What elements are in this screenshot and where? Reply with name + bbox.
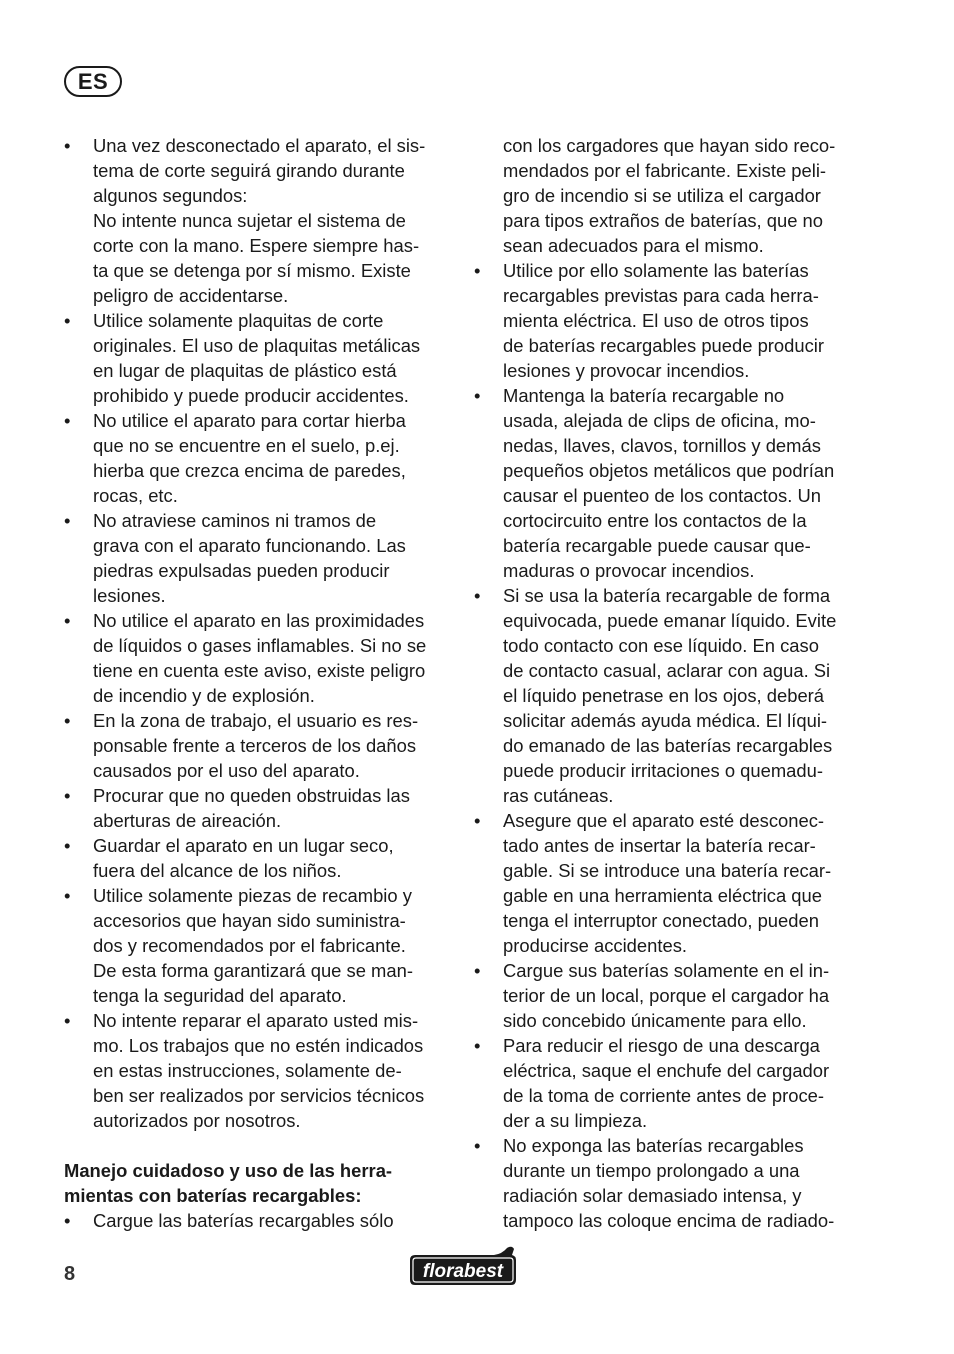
list-item-line: corte con la mano. Espere siempre has- [93, 235, 420, 256]
list-item-line: maduras o provocar incendios. [503, 560, 755, 581]
list-item-line: De esta forma garantizará que se man- [93, 960, 413, 981]
list-item-line: tiene en cuenta este aviso, existe peligro [93, 660, 426, 681]
list-item [64, 408, 449, 508]
list-item [64, 833, 449, 883]
list-item-line: para tipos extraños de baterías, que no [503, 210, 824, 231]
list-item-line: producirse accidentes. [503, 935, 688, 956]
bullet-icon: • [64, 885, 71, 906]
list-item-line: solicitar además ayuda médica. El líqui- [503, 710, 828, 731]
bullet-icon: • [64, 135, 71, 156]
list-item-line: batería recargable puede causar que- [503, 535, 811, 556]
list-item [474, 958, 860, 1033]
list-item [64, 783, 449, 833]
list-item-line: con los cargadores que hayan sido reco- [503, 135, 836, 156]
list-item-line: No utilice el aparato en las proximidades [93, 610, 425, 631]
left-bullet-list [64, 133, 449, 1133]
list-item-line: usada, alejada de clips de oficina, mo- [503, 410, 816, 431]
list-item-line: eléctrica, saque el enchufe del cargador [503, 1060, 830, 1081]
list-item-line: equivocada, puede emanar líquido. Evite [503, 610, 837, 631]
list-item [64, 708, 449, 783]
list-item [64, 883, 449, 1008]
bullet-icon: • [64, 610, 71, 631]
list-item [64, 133, 449, 308]
list-item-line: en lugar de plaquitas de plástico está [93, 360, 397, 381]
list-item-line: ponsable frente a terceros de los daños [93, 735, 417, 756]
list-item [474, 583, 860, 808]
list-item-line: No utilice el aparato para cortar hierba [93, 410, 406, 431]
list-item-line: peligro de accidentarse. [93, 285, 289, 306]
list-item-line: No exponga las baterías recargables [503, 1135, 804, 1156]
list-item [64, 1208, 449, 1233]
list-item-line: Utilice solamente piezas de recambio y [93, 885, 412, 906]
list-item-line: gable. Si se introduce una batería recar- [503, 860, 832, 881]
list-item-line: Cargue sus baterías solamente en el in- [503, 960, 830, 981]
list-item-line: accesorios que hayan sido suministra- [93, 910, 406, 931]
bullet-icon: • [474, 1035, 481, 1056]
list-item-line: do emanado de las baterías recargables [503, 735, 833, 756]
list-item-line: No atraviese caminos ni tramos de [93, 510, 377, 531]
bullet-icon: • [474, 810, 481, 831]
list-item-line: durante un tiempo prolongado a una [503, 1160, 800, 1181]
list-item-line: Utilice por ello solamente las baterías [503, 260, 809, 281]
page-number: 8 [64, 1263, 76, 1285]
list-item-line: Una vez desconectado el aparato, el sis- [93, 135, 426, 156]
list-item-line: Cargue las baterías recargables sólo [93, 1210, 394, 1231]
heading-line: mientas con baterías recargables: [64, 1185, 362, 1206]
list-item-line: der a su limpieza. [503, 1110, 648, 1131]
list-item [64, 508, 449, 608]
list-item [64, 608, 449, 708]
list-item-line: nedas, llaves, clavos, tornillos y demás [503, 435, 821, 456]
list-item-line: de líquidos o gases inflamables. Si no se [93, 635, 427, 656]
list-item-line: gro de incendio si se utiliza el cargador [503, 185, 821, 206]
language-badge: ES [64, 66, 122, 97]
list-item-line: terior de un local, porque el cargador ha [503, 985, 830, 1006]
list-item-line: prohibido y puede producir accidentes. [93, 385, 409, 406]
list-item-line: lesiones y provocar incendios. [503, 360, 750, 381]
list-item-line: ta que se detenga por sí mismo. Existe [93, 260, 411, 281]
list-item-line: En la zona de trabajo, el usuario es res- [93, 710, 419, 731]
list-item-line: ras cutáneas. [503, 785, 614, 806]
list-item-line: aberturas de aireación. [93, 810, 282, 831]
bullet-icon: • [474, 585, 481, 606]
list-item-line: No intente reparar el aparato usted mis- [93, 1010, 419, 1031]
list-item-line: Procurar que no queden obstruidas las [93, 785, 410, 806]
list-item-line: cortocircuito entre los contactos de la [503, 510, 807, 531]
florabest-logo-graphic [406, 1244, 520, 1290]
right-bullet-list [474, 258, 860, 1233]
list-item-line: de contacto casual, aclarar con agua. Si [503, 660, 831, 681]
list-item-line: causados por el uso del aparato. [93, 760, 360, 781]
logo-wordmark: florabest [422, 1261, 504, 1282]
list-item-line: mo. Los trabajos que no estén indicados [93, 1035, 424, 1056]
list-item [474, 258, 860, 383]
list-item-line: dos y recomendados por el fabricante. [93, 935, 406, 956]
list-item [474, 1133, 860, 1233]
bullet-icon: • [474, 260, 481, 281]
bullet-icon: • [474, 385, 481, 406]
list-item-line: tampoco las coloque encima de radiado- [503, 1210, 835, 1231]
bullet-icon: • [64, 1010, 71, 1031]
list-item-line: puede producir irritaciones o quemadu- [503, 760, 823, 781]
list-item-line: gable en una herramienta eléctrica que [503, 885, 822, 906]
list-item [64, 308, 449, 408]
list-item-line: fuera del alcance de los niños. [93, 860, 342, 881]
heading-line: Manejo cuidadoso y uso de las herra- [64, 1160, 393, 1181]
bullet-icon: • [64, 1210, 71, 1231]
list-item-line: que no se encuentre en el suelo, p.ej. [93, 435, 400, 456]
bullet-icon: • [474, 960, 481, 981]
list-item [474, 383, 860, 583]
list-item-line: tado antes de insertar la batería recar- [503, 835, 816, 856]
bullet-icon: • [474, 1135, 481, 1156]
list-item-line: lesiones. [93, 585, 166, 606]
list-item-line: Guardar el aparato en un lugar seco, [93, 835, 394, 856]
list-item-line: radiación solar demasiado intensa, y [503, 1185, 802, 1206]
bullet-icon: • [64, 785, 71, 806]
list-item [474, 1033, 860, 1133]
list-item-line: Utilice solamente plaquitas de corte [93, 310, 384, 331]
list-item-line: autorizados por nosotros. [93, 1110, 301, 1131]
list-item-line: Si se usa la batería recargable de forma [503, 585, 831, 606]
list-item-line: No intente nunca sujetar el sistema de [93, 210, 406, 231]
list-item-line: recargables previstas para cada herra- [503, 285, 819, 306]
list-item [64, 1008, 449, 1133]
list-item-line: de la toma de corriente antes de proce- [503, 1085, 825, 1106]
list-item-line: mienta eléctrica. El uso de otros tipos [503, 310, 809, 331]
list-item-line: Mantenga la batería recargable no [503, 385, 785, 406]
list-item-line: tenga la seguridad del aparato. [93, 985, 347, 1006]
list-item-line: sean adecuados para el mismo. [503, 235, 764, 256]
list-item-line: algunos segundos: [93, 185, 248, 206]
list-item [474, 808, 860, 958]
list-item-line: todo contacto con ese líquido. En caso [503, 635, 819, 656]
left-column [64, 133, 449, 1233]
florabest-logo [406, 1244, 520, 1295]
bullet-icon: • [64, 835, 71, 856]
list-item-line: de baterías recargables puede producir [503, 335, 825, 356]
list-item-line: en estas instrucciones, solamente de- [93, 1060, 402, 1081]
right-column [474, 133, 860, 1233]
section-heading [64, 1158, 449, 1208]
list-item-line: grava con el aparato funcionando. Las [93, 535, 406, 556]
bullet-icon: • [64, 710, 71, 731]
list-item-line: ben ser realizados por servicios técnicos [93, 1085, 425, 1106]
list-item-line: Asegure que el aparato esté desconec- [503, 810, 825, 831]
bullet-icon: • [64, 510, 71, 531]
list-item-line: hierba que crezca encima de paredes, [93, 460, 406, 481]
list-item-line: causar el puenteo de los contactos. Un [503, 485, 821, 506]
continued-list-item [474, 133, 860, 258]
list-item-line: tema de corte seguirá girando durante [93, 160, 405, 181]
list-item-line: de incendio y de explosión. [93, 685, 315, 706]
list-item-line: el líquido penetrase en los ojos, deberá [503, 685, 825, 706]
list-item-line: sido concebido únicamente para ello. [503, 1010, 807, 1031]
bullet-icon: • [64, 310, 71, 331]
bullet-icon: • [64, 410, 71, 431]
list-item-line: rocas, etc. [93, 485, 178, 506]
list-item-line: mendados por el fabricante. Existe peli- [503, 160, 827, 181]
list-item-line: originales. El uso de plaquitas metálicas [93, 335, 421, 356]
list-item-line: piedras expulsadas pueden producir [93, 560, 390, 581]
list-item-line: tenga el interruptor conectado, pueden [503, 910, 819, 931]
list-item-line: pequeños objetos metálicos que podrían [503, 460, 835, 481]
list-item-line: Para reducir el riesgo de una descarga [503, 1035, 820, 1056]
